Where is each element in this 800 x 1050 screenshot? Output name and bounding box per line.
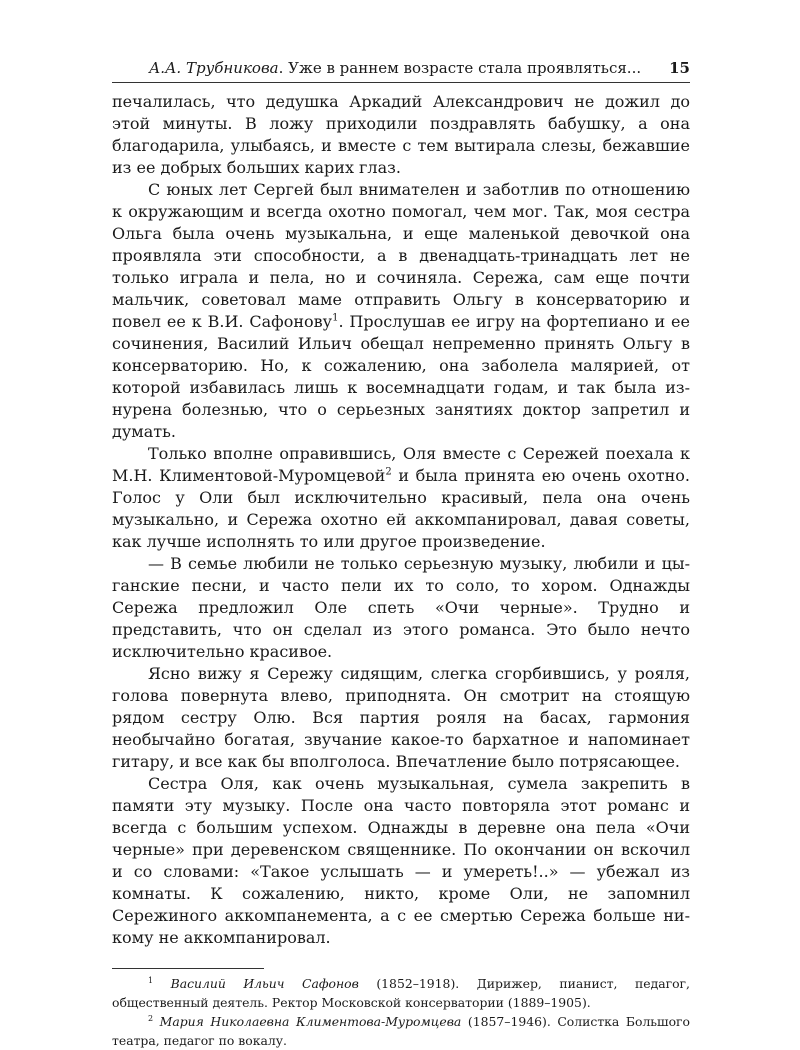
paragraph-text: Ясно вижу я Сережу сидящим, слегка сгорбившись, у рояля, голова повернута влево, приподнята. Он смотрит на стоящую рядом сестру Олю. Вся партия рояля на басах, гармония необычайно богатая, звучание какое-то бархатное и напоминает гитару, и все как бы вполголоса. Впечатление было потрясающее. (112, 664, 690, 771)
book-page (112, 58, 690, 1050)
running-head (112, 58, 690, 83)
footnote-name: Василий Ильич Сафонов (170, 976, 359, 991)
paragraph (112, 553, 690, 663)
page-number: 15 (669, 59, 690, 77)
paragraph-text-continued: и была принята ею очень охотно. Голос у Оли был исключительно красивый, пела она очень музыкально, и Сережа охотно ей аккомпанировал, давая советы, как лучше исполнять то или другое произведение. (112, 466, 690, 551)
paragraph (112, 443, 690, 553)
footnote-text: (1857–1946). Солистка Большого театра, педагог по вокалу. (112, 1014, 690, 1048)
paragraph (112, 179, 690, 443)
footnote (112, 1012, 690, 1050)
header-title: . Уже в раннем возрасте стала проявляться... (278, 59, 642, 77)
footnote-text: (1852–1918). Дирижер, пианист, педагог, общественный деятель. Ректор Московской консерватории (1889–1905). (112, 976, 690, 1010)
footnote-ref: 2 (385, 466, 392, 478)
paragraph-text: Только вполне оправившись, Оля вместе с Сережей поехала к М.Н. Климентовой-Муромцевой (112, 444, 690, 485)
footnotes (112, 974, 690, 1050)
header-author: А.А. Трубникова (148, 59, 279, 77)
main-text (112, 91, 690, 949)
paragraph-text: Сестра Оля, как очень музыкальная, сумела закрепить в памяти эту музыку. После она часто повторяла этот романс и всегда с большим успехом. Однажды в деревне она пела «Очи черные» при деревенском священнике. По окончании он вскочил и со словами: «Такое услышать — и умереть!..» — убежал из комнаты. К сожалению, никто, кроме Оли, не запомнил Сережиного аккомпанемента, а с ее смертью Сережа больше никому не аккомпанировал. (112, 774, 690, 947)
paragraph (112, 773, 690, 949)
footnote-name: Мария Николаевна Климентова-Муромцева (159, 1014, 462, 1029)
paragraph (112, 663, 690, 773)
paragraph-text: — В семье любили не только серьезную музыку, любили и цыганские песни, и часто пели их то соло, то хором. Однажды Сережа предложил Оле спеть «Очи черные». Трудно и представить, что он сделал из этого романса. Это было нечто исключительно красивое. (112, 554, 690, 661)
paragraph-text: печалилась, что дедушка Аркадий Александрович не дожил до этой минуты. В ложу приходили поздравлять бабушку, а она благодарила, улыбаясь, и вместе с тем вытирала слезы, бежавшие из ее добрых больших карих глаз. (112, 92, 690, 177)
footnote-divider (112, 968, 264, 969)
footnote-ref: 1 (332, 312, 339, 324)
paragraph-text: С юных лет Сергей был внимателен и заботлив по отношению к окружающим и всегда охотно помогал, чем мог. Так, моя сестра Ольга была очень музыкальна, и еще маленькой девочкой она проявляла эти способности, а в двенадцать-тринадцать лет не только играла и пела, но и сочиняла. Сережа, сам еще почти мальчик, советовал маме отправить Ольгу в консерваторию и повел ее к В.И. Сафонову (112, 180, 690, 331)
paragraph-text-continued: . Прослушав ее игру на фортепиано и ее сочинения, Василий Ильич обещал непременно принять Ольгу в консерваторию. Но, к сожалению, она заболела малярией, от которой избавилась лишь к восемнадцати годам, и так была изнурена болезнью, что о серьезных занятиях доктор запретил и думать. (112, 312, 690, 441)
footnote-number: 2 (148, 1013, 154, 1023)
footnote-number: 1 (148, 975, 154, 985)
footnote (112, 974, 690, 1012)
paragraph (112, 91, 690, 179)
